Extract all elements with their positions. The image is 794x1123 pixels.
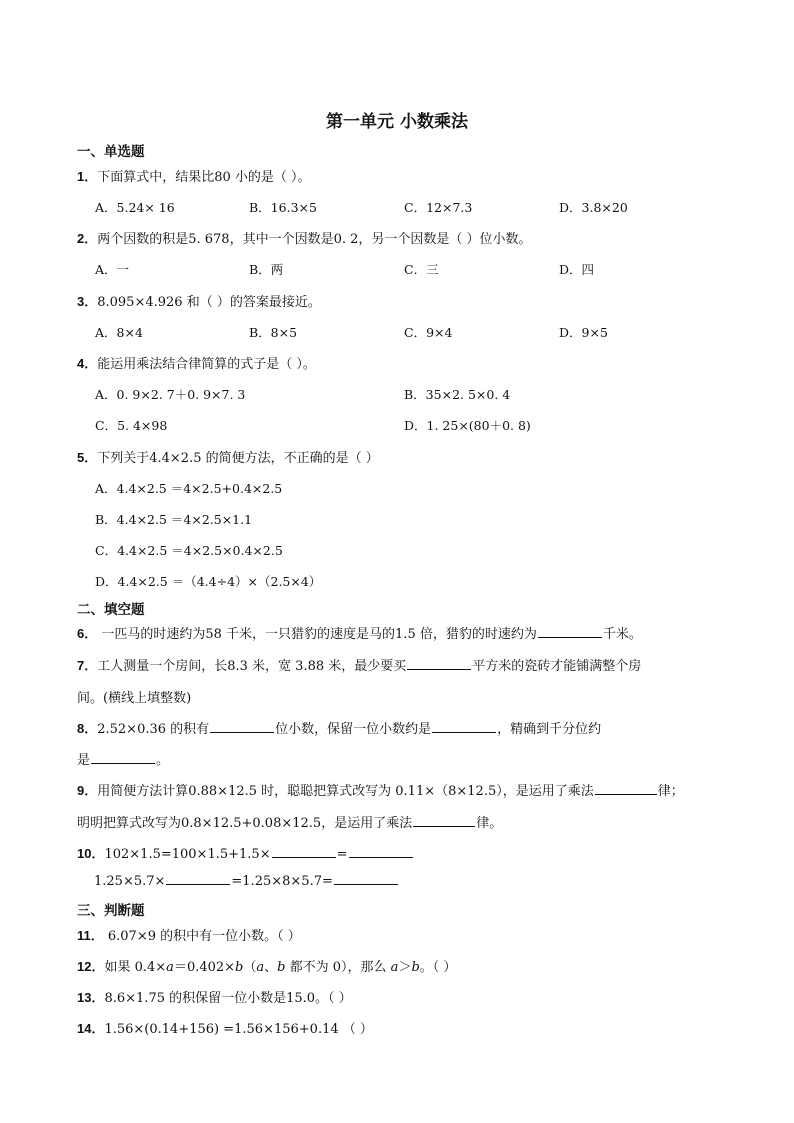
question-4 — [77, 353, 316, 372]
option-a: A．0. 9×2. 7＋0. 9×7. 3 — [95, 387, 246, 402]
page-title: 第一单元 小数乘法 — [326, 112, 468, 132]
question-8 — [77, 718, 601, 737]
option-b: B．4.4×2.5 ＝4×2.5×1.1 — [95, 512, 253, 527]
question-text: =1.25×8×5.7= — [231, 874, 333, 889]
question-text: 、 — [264, 960, 278, 975]
question-text: 下面算式中，结果比80 小的是（ ）。 — [97, 170, 311, 185]
option-a: A．5.24× 16 — [95, 200, 175, 215]
question-6 — [77, 623, 642, 642]
question-text: 如果 0.4× — [104, 960, 167, 975]
question-text: 1.25×5.7× — [94, 874, 166, 889]
question-1 — [77, 166, 311, 185]
question-text: 102×1.5=100×1.5+1.5× — [104, 847, 271, 862]
question-number: 4． — [77, 356, 98, 371]
question-5 — [77, 447, 379, 466]
question-text: = — [336, 847, 348, 862]
answer-blank[interactable] — [413, 825, 475, 827]
question-8-continued — [77, 749, 169, 768]
question-text: 6.07×9 的积中有一位小数。（ ） — [103, 929, 301, 944]
question-text: 律； — [657, 784, 684, 799]
question-2 — [77, 228, 532, 247]
question-9-continued — [77, 812, 502, 831]
question-number: 6． — [77, 626, 98, 641]
question-12 — [77, 956, 456, 975]
question-text: 千米。 — [602, 627, 642, 642]
question-number: 13． — [77, 990, 105, 1005]
option-d: D．3.8×20 — [559, 200, 628, 215]
question-text: 一匹马的时速约为58 千米，一只猎豹的速度是马的1.5 倍，猎豹的时速约为 — [97, 627, 537, 642]
question-text: 能运用乘法结合律简算的式子是（ ）。 — [97, 357, 316, 372]
question-text: 2.52×0.36 的积有 — [97, 722, 210, 737]
question-text: 是 — [77, 753, 91, 768]
option-d: D．1. 25×(80＋0. 8) — [404, 418, 531, 433]
answer-blank[interactable] — [595, 793, 657, 795]
question-text: 律。 — [476, 816, 503, 831]
question-3 — [77, 291, 321, 310]
question-11 — [77, 925, 301, 944]
question-10 — [77, 843, 414, 862]
question-number: 12． — [77, 959, 105, 974]
option-b: B．两 — [249, 262, 284, 277]
question-text: 两个因数的积是5. 678，其中一个因数是0. 2，另一个因数是（ ）位小数。 — [97, 232, 532, 247]
question-number: 11． — [77, 928, 104, 943]
question-14 — [77, 1018, 373, 1037]
question-text: 位小数，保留一位小数约是 — [275, 722, 432, 737]
variable: a — [390, 960, 399, 975]
variable: a — [256, 960, 265, 975]
section-heading-true-false: 三、判断题 — [77, 903, 145, 919]
answer-blank[interactable] — [538, 636, 602, 638]
option-a: A．4.4×2.5 ＝4×2.5+0.4×2.5 — [95, 481, 283, 496]
answer-blank[interactable] — [166, 883, 230, 885]
question-text: 用简便方法计算0.88×12.5 时，聪聪把算式改写为 0.11×（8×12.5），是运用了乘法 — [97, 784, 594, 799]
option-c: C．5. 4×98 — [95, 418, 168, 433]
option-a: A．8×4 — [95, 325, 143, 340]
section-heading-single-choice: 一、单选题 — [77, 144, 145, 160]
option-b: B．8×5 — [249, 325, 298, 340]
question-text: 。（ ） — [419, 960, 457, 975]
variable: b — [235, 960, 244, 975]
question-text: 。 — [156, 753, 170, 768]
question-text: 下列关于4.4×2.5 的简便方法，不正确的是（ ） — [97, 451, 379, 466]
answer-blank[interactable] — [407, 668, 471, 670]
option-d: D．4.4×2.5 ＝（4.4÷4）×（2.5×4） — [95, 574, 322, 589]
answer-blank[interactable] — [91, 762, 155, 764]
question-13 — [77, 987, 352, 1006]
option-c: C．9×4 — [404, 325, 453, 340]
question-number: 7． — [77, 658, 98, 673]
question-number: 10． — [77, 846, 105, 861]
variable: a — [166, 960, 174, 975]
answer-blank[interactable] — [432, 731, 496, 733]
option-c: C．4.4×2.5 ＝4×2.5×0.4×2.5 — [95, 543, 283, 558]
question-text: 明明把算式改写为0.8×12.5+0.08×12.5，是运用了乘法 — [77, 816, 413, 831]
question-number: 2． — [77, 231, 98, 246]
question-text: 平方米的瓷砖才能铺满整个房 — [472, 659, 642, 674]
question-text: （ — [243, 960, 257, 975]
option-b: B．35×2. 5×0. 4 — [404, 387, 511, 402]
option-d: D．9×5 — [559, 325, 608, 340]
question-7-continued: 间。(横线上填整数) — [77, 691, 192, 706]
question-number: 1． — [77, 169, 98, 184]
question-text: ，精确到千分位约 — [497, 722, 602, 737]
question-text: 8.6×1.75 的积保留一位小数是15.0。（ ） — [104, 991, 352, 1006]
question-10-line-2 — [94, 874, 399, 889]
answer-blank[interactable] — [272, 856, 336, 858]
question-text: 1.56×(0.14+156) =1.56×156+0.14 （ ） — [104, 1022, 373, 1037]
option-c: C．三 — [404, 262, 439, 277]
question-text: ＝0.402× — [173, 960, 236, 975]
question-text: 都不为 0），那么 — [285, 960, 391, 975]
option-d: D．四 — [559, 262, 595, 277]
option-a: A．一 — [95, 262, 130, 277]
answer-blank[interactable] — [334, 883, 398, 885]
option-b: B．16.3×5 — [249, 200, 317, 215]
question-7 — [77, 655, 641, 674]
question-number: 3． — [77, 294, 98, 309]
answer-blank[interactable] — [349, 856, 413, 858]
question-number: 8． — [77, 721, 98, 736]
question-9 — [77, 780, 684, 799]
question-text: ＞ — [398, 960, 412, 975]
question-number: 9． — [77, 783, 98, 798]
question-text: 工人测量一个房间，长8.3 米，宽 3.88 米，最少要买 — [97, 659, 407, 674]
option-c: C．12×7.3 — [404, 200, 473, 215]
section-heading-fill-blank: 二、填空题 — [77, 602, 145, 618]
variable: b — [411, 960, 420, 975]
question-text: 8.095×4.926 和（ ）的答案最接近。 — [97, 295, 321, 310]
variable: b — [277, 960, 286, 975]
question-number: 5． — [77, 450, 98, 465]
question-number: 14． — [77, 1021, 105, 1036]
answer-blank[interactable] — [210, 731, 274, 733]
